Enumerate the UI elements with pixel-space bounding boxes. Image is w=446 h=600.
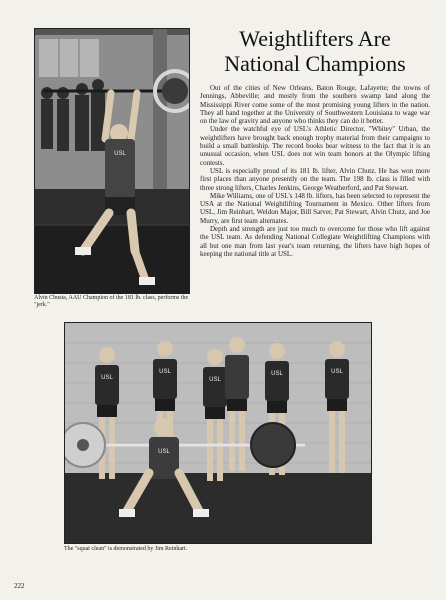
jersey-lettering: USL bbox=[101, 375, 113, 381]
page-number: 222 bbox=[14, 582, 25, 590]
paragraph: Depth and strength are just too much to overcome for those who lift against the USL team. As defending National Collegiate Weightlifting Champions with all but one man from last year's team returning, the lifters have high hopes of keeping the national title at USL. bbox=[200, 225, 430, 258]
jersey-lettering: USL bbox=[209, 377, 221, 383]
top-photo-caption: Alvin Chusta, AAU Champion of the 181 lb. class, performs the "jerk." bbox=[34, 295, 189, 308]
bottom-photo-caption: The "squat clean" is demonstrated by Jim Reinhart. bbox=[64, 546, 188, 552]
jersey-lettering: USL bbox=[331, 369, 343, 375]
paragraph: Out of the cities of New Orleans, Baton Rouge, Lafayette; the towns of Jennings, Abbeville; and mostly from the southern swamp land along the Mississippi River come some of the most promising young lifters in the nation. They all band together at the University of Southwestern Louisiana to wage war on the law of gravity and anyone who thinks they can do it better. bbox=[200, 84, 430, 126]
jersey-lettering: USL bbox=[158, 449, 170, 455]
paragraph: Under the watchful eye of USL's Athletic Director, "Whitey" Urban, the weightlifters have brought back enough trophy material from their campaigns to build a small battleship. The record books bear witness to the fact that it is an unusual occasion, when USL does not win team honors at the Olympic lifting contests. bbox=[200, 125, 430, 167]
team-squat-clean-photo bbox=[64, 322, 372, 544]
article-body bbox=[200, 84, 430, 258]
jerk-lift-photo bbox=[34, 28, 190, 294]
jersey-lettering: USL bbox=[114, 151, 126, 157]
team-illustration bbox=[65, 323, 371, 543]
jersey-lettering: USL bbox=[271, 371, 283, 377]
paragraph: USL is especially proud of its 181 lb. lifter, Alvin Chutz. He has won more first places than anyone presently on the team. The 198 lb. class is filled with three strong lifters, Charles Jenkins, George Weatherford, and Pat Stewart. bbox=[200, 166, 430, 192]
jerk-lift-illustration bbox=[35, 29, 189, 293]
jersey-lettering: USL bbox=[159, 369, 171, 375]
paragraph: Mike Williams, one of USL's 148 lb. lifters, has been selected to represent the USA at the National Weightlifting Tournament in Mexico. Other lifters from USL, Jim Reinhart, Weldon Major, Bill Sarver, Pat Stewart, Alvin Chutz, and Joe Murry, are first team alternates. bbox=[200, 191, 430, 225]
article-title: Weightlifters Are National Champions bbox=[224, 26, 406, 76]
